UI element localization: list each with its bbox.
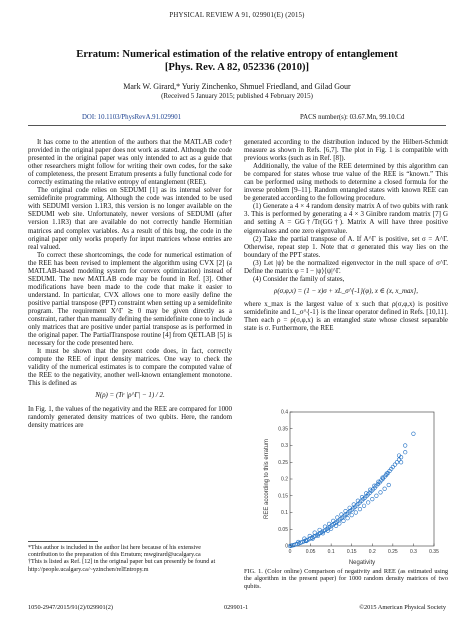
data-point [323,525,327,529]
x-tick-label: 0.05 [305,549,316,555]
paragraph: The original code relies on SEDUMI [1] as its internal solver for semidefinite programming. Although the code was intended to be used with SEDUMI version 1.1R3, this version is no longer available on the SEDUMI web site. Unfortunately, newer versions of SEDUMI (after version 1.1R3) that are available do not correctly handle Hermitian matrices and complex variables. As a result of this bug, the code in the original paper only works properly for input matrices whose entries are real valued. [28,186,232,251]
data-point [370,497,374,501]
paragraph: It has come to the attention of the authors that the MATLAB code† provided in the original paper does not work as stated. Although the code presented in the original paper was only intended to act as a guide that other researchers might follow for writing their own codes, for the sake of completeness, the present Erratum presents a fully functional code for correctly estimating the relative entropy of entanglement (REE). [28,138,232,187]
data-point [377,480,381,484]
paragraph: In Fig. 1, the values of the negativity and the REE are compared for 1000 randomly generated density matrices of two qubits. Here, the random density matrices are [28,404,232,429]
footnote-2: †This is listed as Ref. [12] in the original paper but can presently be found at http://people.ucalgary.ca/~yzinchen/relEntropy.m [28,559,216,573]
x-tick-label: 0.15 [346,549,357,555]
data-point [342,519,346,523]
data-point [348,506,352,510]
data-point [354,511,358,515]
paragraph: To correct these shortcomings, the code for numerical estimation of the REE has been revised to implement the algorithm using CVX [2] (a MATLAB-based modeling system for convex optimization) instead of SEDUMI. The new MATLAB code may be found in Ref. [3]. Other modifications have been made to the code that make it easier to understand. In particular, CVX allows one to more easily define the positive partial transpose (PPT) constraint when setting up a semidefinite program. The requirement X^Γ ⪰ 0 may be given directly as a constraint, rather than manually defining the semidefinite cone to include only matrices that are positive under partial transpose as is performed in the original paper. The PartialTranspose routine [4] from QETLAB [5] is necessary for the code presented here. [28,250,232,348]
right-column [244,138,448,332]
y-tick-label: 0.05 [278,526,288,533]
figure-caption: FIG. 1. (Color online) Comparison of negativity and REE (as estimated using the algorithm in the present paper) for 1000 random density matrices of two qubits. [244,568,448,590]
procedure-step-2: (2) Take the partial transpose of A. If A^Γ is positive, set σ = A^Γ. Otherwise, repeat step 1. Note that σ generated this way lies on the boundary of the PPT states. [244,234,448,259]
data-point [393,463,397,467]
data-point [379,491,383,495]
paragraph: Additionally, the value of the REE determined by this algorithm can be compared for states whose true value of the REE is “known.” This can be performed using methods to determine a closed formula for the inverse problem [9–11]. Random entangled states with known REE can be generated according to the following procedure. [244,162,448,203]
authors: Mark W. Girard,* Yuriy Zinchenko, Shmuel Friedland, and Gilad Gour [123,82,351,91]
state-family-equation: ρ(σ,φ,x) = (1 − x)σ + xL_σ^{-1}(φ), x ∈ (x, x_max], [274,286,418,295]
x-tick-label: 0.35 [429,549,439,555]
y-axis-label: REE according to this erratum [264,438,270,520]
received-dates: (Received 5 January 2015; published 4 February 2015) [161,93,313,100]
y-tick-label: 0.2 [281,476,288,483]
data-point [366,501,370,505]
figure-1 [262,404,440,570]
x-tick-label: 0.25 [387,549,398,555]
footer-issn: 1050-2947/2015/91(2)/029901(2) [28,604,113,611]
title-line-1: Erratum: Numerical estimation of the relative entropy of entanglement [76,49,398,60]
footer-page-number: 029901-1 [224,604,249,611]
x-tick-label: 0.2 [368,549,376,555]
y-tick-label: 0.3 [281,443,288,450]
doi-link[interactable]: DOI: 10.1103/PhysRevA.91.029901 [82,114,182,121]
procedure-step-1: (1) Generate a 4 × 4 random density matrix A of two qubits with rank 3. This is performed by generating a 4 × 3 Ginibre random matrix [7] G and setting A = GG†/Tr(GG†). Matrix A will have three positive eigenvalues and one zero eigenvalue. [244,202,448,235]
x-tick-label: 0.1 [327,549,335,555]
y-tick-label: 0 [285,543,288,550]
title-line-2: [Phys. Rev. A 82, 052336 (2010)] [164,62,310,73]
paragraph: It must be shown that the present code does, in fact, correctly compute the REE of input density matrices. One way to check the validity of the numerical estimates is to compare the computed value of the REE to the negativity, another well-known entanglement monotone. This is defined as [28,347,232,388]
y-tick-label: 0.1 [281,510,288,517]
procedure-step-3: (3) Let |ψ⟩ be the normalized eigenvector in the null space of σ^Γ. Define the matrix φ = I − |ψ⟩⟨ψ|^Γ. [244,258,448,275]
data-point [375,494,379,498]
footnote-1: *This author is included in the author list here because of his extensive contribution to the preparation of this Erratum; mwgirard@ucalgary.ca [28,545,201,559]
data-point [336,516,340,520]
y-tick-label: 0.25 [278,459,288,466]
data-point [350,513,354,517]
footer-copyright: ©2015 American Physical Society [359,604,446,611]
paragraph: where x_max is the largest value of x such that ρ(σ,φ,x) is positive semidefinite and L_σ^{-1} is the linear operator defined in Refs. [10,11]. Then each ρ = ρ(σ,φ,x) is an entangled state whose closest separable state is σ. Furthermore, the REE [244,299,448,333]
data-point [383,487,387,491]
data-point [399,460,403,464]
data-point [403,444,407,448]
data-point [313,531,317,535]
footnote-divider [28,541,98,542]
paper-title [40,48,434,74]
footnotes [28,545,232,574]
doi[interactable] [82,114,181,121]
negativity-equation: N(ρ) = (Tr |ρ^Γ| − 1) / 2. [95,391,165,400]
y-tick-label: 0.35 [278,426,288,433]
data-point [403,450,407,454]
data-point [346,516,350,520]
x-tick-label: 0 [288,549,292,555]
y-tick-label: 0.15 [278,493,288,500]
data-point [331,519,335,523]
data-point [362,504,366,508]
journal-header: PHYSICAL REVIEW A 91, 029901(E) (2015) [169,12,305,19]
data-point [387,483,391,487]
data-point [340,513,344,517]
pacs-numbers: PACS number(s): 03.67.Mn, 99.10.Cd [300,114,405,121]
x-tick-label: 0.3 [409,549,417,555]
header-divider [28,125,446,126]
left-column [28,138,232,429]
paragraph: generated according to the distribution induced by the Hilbert-Schmidt measure as shown in Refs. [6,7]. The plot in Fig. 1 is compatible with previous works (such as in Ref. [8]). [244,138,448,163]
procedure-step-4: (4) Consider the family of states, [253,274,345,283]
data-point [412,432,416,436]
y-tick-label: 0.4 [281,409,288,416]
x-axis-label: Negativity [348,560,376,566]
data-point [358,507,362,511]
scatter-chart [262,404,440,570]
